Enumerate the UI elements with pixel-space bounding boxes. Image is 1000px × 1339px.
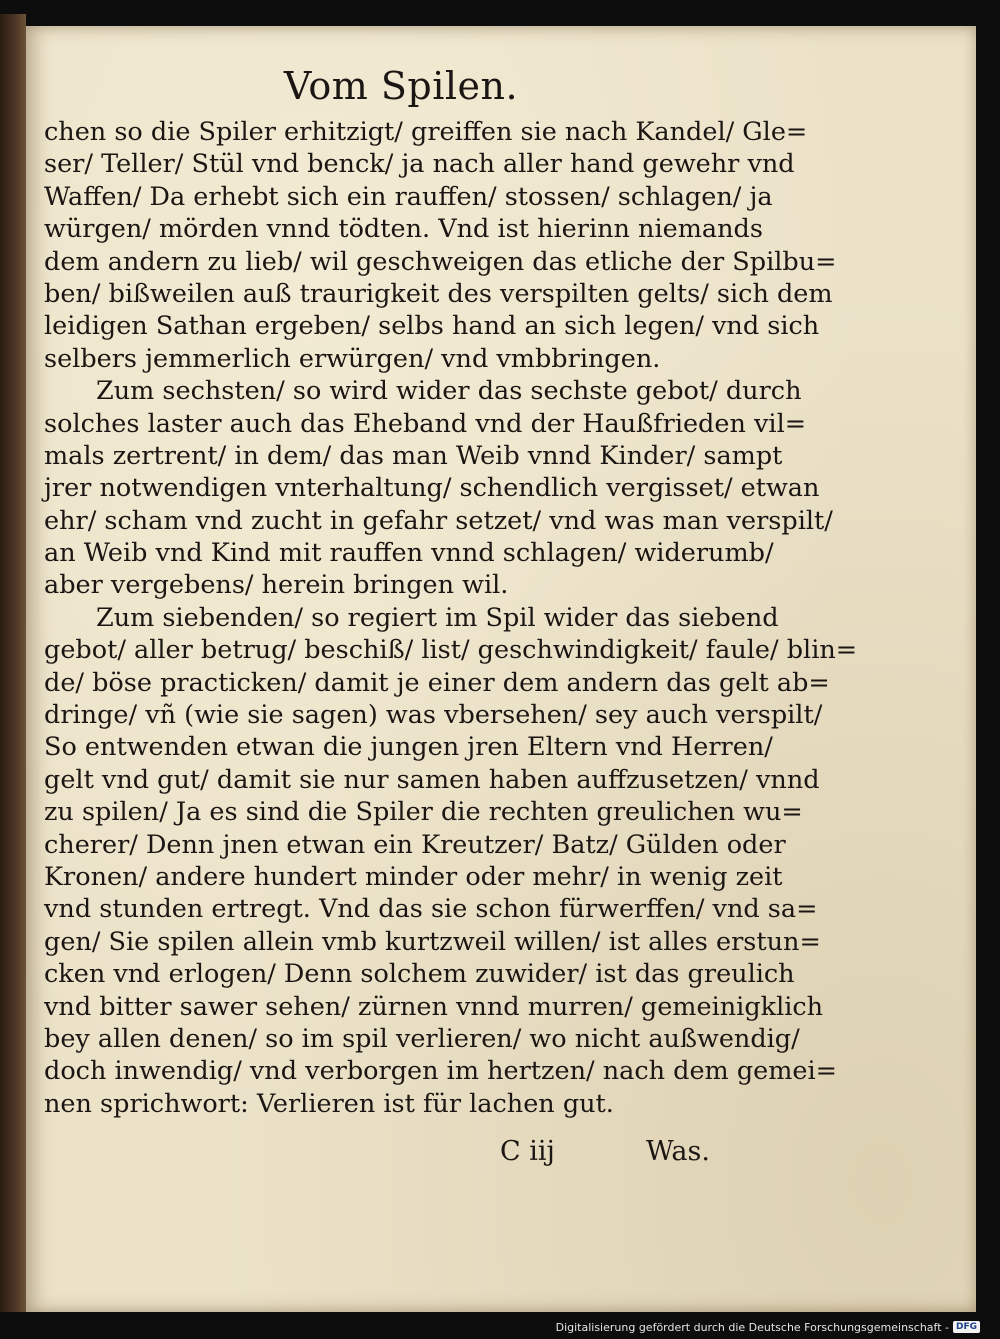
text-line: gelt vnd gut/ damit sie nur samen haben auffzusetzen/ vnnd: [44, 764, 820, 795]
text-line: mals zertrent/ in dem/ das man Weib vnnd Kinder/ sampt: [44, 440, 783, 471]
text-line: dem andern zu lieb/ wil geschweigen das etliche der Spilbu=: [44, 246, 837, 277]
text-line: würgen/ mörden vnnd tödten. Vnd ist hierinn niemands: [44, 214, 763, 245]
text-line: an Weib vnd Kind mit rauffen vnnd schlagen/ widerumb/: [44, 538, 774, 569]
page-footer: [496, 1136, 746, 1176]
text-line: cherer/ Denn jnen etwan ein Kreutzer/ Batz/ Gülden oder: [44, 829, 786, 860]
text-line: dringe/ vñ (wie sie sagen) was vbersehen/ sey auch verspilt/: [44, 700, 823, 731]
text-line: nen sprichwort: Verlieren ist für lachen gut.: [44, 1088, 614, 1119]
text-line: doch inwendig/ vnd verborgen im hertzen/ nach dem gemei=: [44, 1056, 838, 1087]
book-spine-edge: [0, 14, 26, 1312]
text-line: Waffen/ Da erhebt sich ein rauffen/ stossen/ schlagen/ ja: [44, 181, 773, 212]
text-line: chen so die Spiler erhitzigt/ greiffen sie nach Kandel/ Gle=: [44, 117, 808, 147]
book-page: [26, 26, 976, 1312]
text-line: Kronen/ andere hundert minder oder mehr/ in wenig zeit: [44, 861, 783, 892]
text-line: ser/ Teller/ Stül vnd benck/ ja nach aller hand gewehr vnd: [44, 149, 795, 180]
text-line: jrer notwendigen vnterhaltung/ schendlich vergisset/ etwan: [44, 473, 820, 504]
credit-text: Digitalisierung gefördert durch die Deutsche Forschungsgemeinschaft -: [555, 1320, 949, 1334]
dfg-logo: DFG: [953, 1321, 980, 1333]
text-line: selbers jemmerlich erwürgen/ vnd vmbbringen.: [44, 343, 661, 374]
text-line: cken vnd erlogen/ Denn solchem zuwider/ ist das greulich: [44, 959, 795, 990]
text-line: vnd bitter sawer sehen/ zürnen vnnd murren/ gemeinigklich: [44, 991, 824, 1022]
text-line: leidigen Sathan ergeben/ selbs hand an sich legen/ vnd sich: [44, 311, 820, 342]
text-line: ehr/ scham vnd zucht in gefahr setzet/ vnd was man verspilt/: [44, 505, 833, 536]
signature-mark: C iij: [500, 1136, 555, 1167]
text-line: zu spilen/ Ja es sind die Spiler die rechten greulichen wu=: [44, 797, 803, 828]
text-line: de/ böse practicken/ damit je einer dem andern das gelt ab=: [44, 667, 830, 698]
body-text: [44, 116, 858, 1120]
text-line: vnd stunden ertregt. Vnd das sie schon fürwerffen/ vnd sa=: [44, 894, 818, 925]
text-line: So entwenden etwan die jungen jren Eltern vnd Herren/: [44, 732, 773, 763]
text-line: aber vergebens/ herein bringen wil.: [44, 570, 509, 601]
digitization-credit: [556, 1319, 980, 1335]
text-line: solches laster auch das Eheband vnd der Haußfrieden vil=: [44, 408, 807, 439]
text-line: bey allen denen/ so im spil verlieren/ wo nicht außwendig/: [44, 1023, 800, 1054]
text-line: ben/ bißweilen auß traurigkeit des verspilten gelts/ sich dem: [44, 278, 833, 309]
running-header: Vom Spilen.: [283, 64, 519, 108]
text-line: gebot/ aller betrug/ beschiß/ list/ geschwindigkeit/ faule/ blin=: [44, 635, 858, 666]
paragraph-start-line: Zum siebenden/ so regiert im Spil wider das siebend: [96, 602, 779, 633]
text-line: gen/ Sie spilen allein vmb kurtzweil willen/ ist alles erstun=: [44, 926, 821, 957]
paragraph-start-line: Zum sechsten/ so wird wider das sechste gebot/ durch: [96, 376, 802, 407]
catchword: Was.: [646, 1136, 710, 1167]
